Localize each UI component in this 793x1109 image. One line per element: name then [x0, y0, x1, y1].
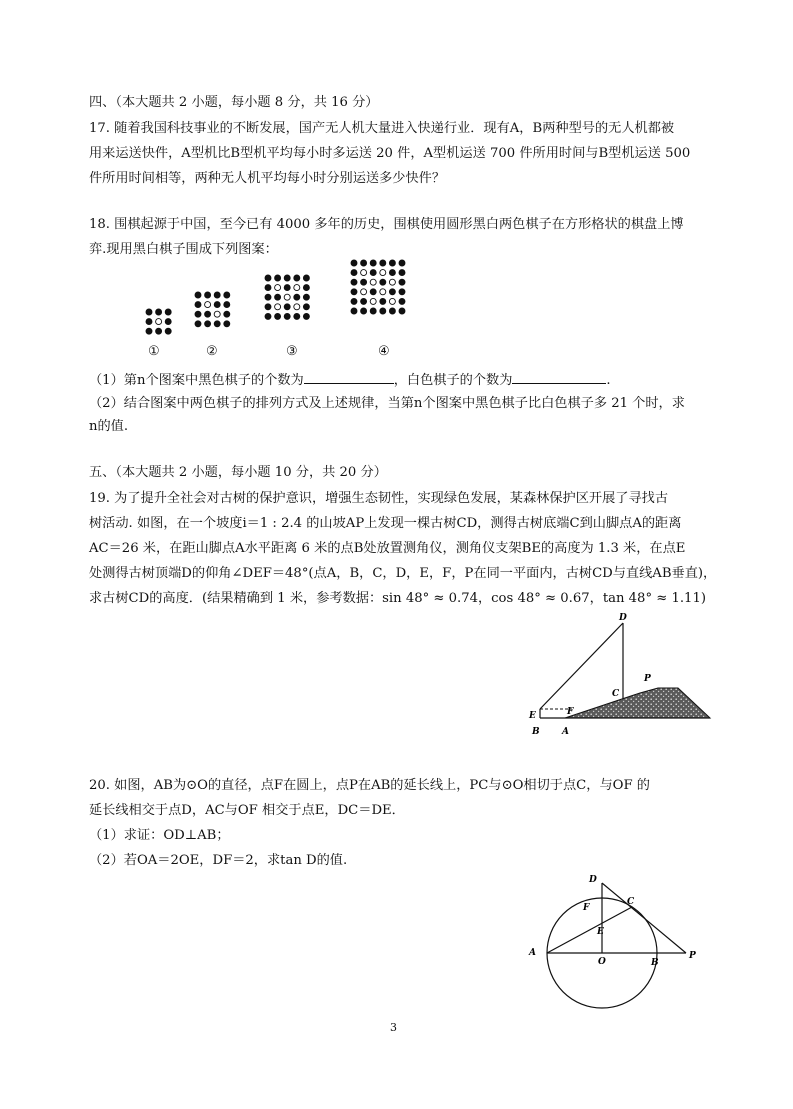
black-stone: [275, 313, 281, 319]
q20-line-1: 20. 如图，AB为⊙O的直径，点F在圆上，点P在AB的延长线上，PC与⊙O相切于点C，与OF 的: [89, 778, 650, 793]
fig20-label-e: E: [597, 927, 604, 937]
black-stone: [224, 302, 230, 308]
black-stone: [370, 289, 376, 295]
black-stone: [389, 308, 395, 314]
black-stone: [165, 319, 171, 325]
black-stone: [224, 321, 230, 327]
go-stone-patterns: [140, 255, 440, 340]
black-stone: [224, 292, 230, 298]
black-stone: [195, 321, 201, 327]
black-stone: [399, 298, 405, 304]
black-stone: [214, 292, 220, 298]
fig20-label-c: C: [627, 897, 635, 907]
black-stone: [205, 321, 211, 327]
black-stone: [351, 289, 357, 295]
page-number: 3: [390, 1021, 397, 1034]
fig19-label-p: P: [644, 674, 651, 684]
black-stone: [265, 294, 271, 300]
black-stone: [265, 313, 271, 319]
black-stone: [389, 289, 395, 295]
q20-part-1: （1）求证：OD⊥AB；: [89, 828, 230, 843]
answer-blank-black[interactable]: [304, 370, 394, 384]
q18-part-1: [89, 370, 611, 389]
white-stone: [361, 289, 367, 295]
black-stone: [265, 275, 271, 281]
white-stone: [156, 319, 162, 325]
q19-slope-figure: [520, 608, 720, 743]
black-stone: [361, 279, 367, 285]
fig20-label-f: F: [583, 903, 590, 913]
black-stone: [303, 275, 309, 281]
section-5-heading: 五、（本大题共 2 小题，每小题 10 分，共 20 分）: [89, 465, 387, 480]
fig19-label-e: E: [529, 711, 536, 721]
black-stone: [294, 275, 300, 281]
black-stone: [361, 260, 367, 266]
q19-line-5: 求古树CD的高度．(结果精确到 1 米，参考数据：sin 48° ≈ 0.74，cos 48° ≈ 0.67，tan 48° ≈ 1.11): [89, 591, 706, 606]
black-stone: [389, 260, 395, 266]
white-stone: [361, 270, 367, 276]
q19-line-3: AC＝26 米，在距山脚点A水平距离 6 米的点B处放置测角仪，测角仪支架BE的高度为 1.3 米，在点E: [89, 541, 686, 556]
black-stone: [195, 302, 201, 308]
black-stone: [399, 289, 405, 295]
black-stone: [389, 270, 395, 276]
black-stone: [294, 313, 300, 319]
black-stone: [275, 294, 281, 300]
q20-part-2: （2）若OA＝2OE，DF＝2，求tan D的值.: [89, 853, 348, 868]
black-stone: [361, 298, 367, 304]
black-stone: [195, 292, 201, 298]
q18-part-1-text-b: ，白色棋子的个数为: [393, 373, 513, 388]
white-stone: [370, 279, 376, 285]
black-stone: [214, 302, 220, 308]
tangent-dp: [602, 883, 686, 953]
white-stone: [380, 270, 386, 276]
black-stone: [370, 308, 376, 314]
black-stone: [351, 308, 357, 314]
q18-line-1: 18. 围棋起源于中国，至今已有 4000 多年的历史，围棋使用圆形黑白两色棋子在方形格状的棋盘上博: [89, 217, 684, 232]
q19-line-1: 19. 为了提升全社会对古树的保护意识，增强生态韧性，实现绿色发展，某森林保护区开展了寻找古: [89, 491, 669, 506]
white-stone: [389, 279, 395, 285]
white-stone: [370, 298, 376, 304]
white-stone: [205, 302, 211, 308]
fig20-label-o: O: [598, 957, 606, 967]
q18-line-2: 弈.现用黑白棋子围成下列图案：: [89, 242, 278, 257]
fig20-label-d: D: [589, 875, 597, 885]
section-4-heading: 四、（本大题共 2 小题，每小题 8 分，共 16 分）: [89, 95, 379, 110]
black-stone: [351, 279, 357, 285]
black-stone: [284, 275, 290, 281]
black-stone: [380, 260, 386, 266]
black-stone: [399, 270, 405, 276]
black-stone: [284, 285, 290, 291]
white-stone: [275, 304, 281, 310]
fig19-label-a: A: [562, 727, 569, 737]
white-stone: [380, 289, 386, 295]
pattern-label-1: ①: [148, 344, 160, 359]
black-stone: [380, 308, 386, 314]
black-stone: [146, 309, 152, 315]
fig19-label-f: F: [567, 707, 574, 717]
black-stone: [195, 311, 201, 317]
black-stone: [156, 328, 162, 334]
q18-part-2-line-2: n的值.: [89, 419, 129, 434]
black-stone: [146, 328, 152, 334]
q19-line-2: 树活动. 如图，在一个坡度i＝1 : 2.4 的山坡AP上发现一棵古树CD，测得古树底端C到山脚点A的距离: [89, 516, 682, 531]
fig20-label-a: A: [529, 948, 536, 958]
black-stone: [205, 292, 211, 298]
black-stone: [265, 285, 271, 291]
black-stone: [165, 309, 171, 315]
white-stone: [214, 311, 220, 317]
black-stone: [205, 311, 211, 317]
white-stone: [294, 285, 300, 291]
black-stone: [146, 319, 152, 325]
q17-line-1: 17. 随着我国科技事业的不断发展，国产无人机大量进入快递行业．现有A，B两种型号的无人机都被: [89, 121, 675, 136]
black-stone: [303, 294, 309, 300]
hill-slope: [565, 688, 710, 718]
chord-ac: [547, 907, 632, 953]
black-stone: [361, 308, 367, 314]
q20-circle-figure: [520, 866, 710, 1011]
black-stone: [303, 304, 309, 310]
q18-part-1-text-a: （1）第n个图案中黑色棋子的个数为: [89, 373, 304, 388]
black-stone: [275, 275, 281, 281]
pattern-2: [195, 292, 230, 327]
answer-blank-white[interactable]: [512, 370, 606, 384]
white-stone: [284, 294, 290, 300]
pattern-label-2: ②: [206, 344, 218, 359]
black-stone: [294, 294, 300, 300]
white-stone: [389, 298, 395, 304]
black-stone: [303, 313, 309, 319]
black-stone: [370, 260, 376, 266]
black-stone: [265, 304, 271, 310]
white-stone: [275, 285, 281, 291]
pattern-4: [351, 260, 405, 314]
black-stone: [370, 270, 376, 276]
q18-part-2-line-1: （2）结合图案中两色棋子的排列方式及上述规律，当第n个图案中黑色棋子比白色棋子多 21 个时，求: [89, 396, 685, 411]
fig19-label-b: B: [532, 727, 540, 737]
black-stone: [284, 304, 290, 310]
fig19-label-d: D: [619, 613, 627, 623]
black-stone: [351, 270, 357, 276]
q20-line-2: 延长线相交于点D，AC与OF 相交于点E，DC＝DE．: [89, 803, 405, 818]
fig19-label-c: C: [612, 689, 620, 699]
q17-line-3: 件所用时间相等，两种无人机平均每小时分别运送多少快件？: [89, 171, 446, 186]
black-stone: [399, 260, 405, 266]
pattern-label-4: ④: [378, 344, 390, 359]
black-stone: [399, 308, 405, 314]
sight-line-ed: [540, 623, 623, 709]
black-stone: [351, 260, 357, 266]
fig20-label-p: P: [689, 951, 696, 961]
pattern-1: [146, 309, 171, 334]
q19-line-4: 处测得古树顶端D的仰角∠DEF＝48°(点A，B，C，D，E，F，P在同一平面内，古树CD与直线AB垂直)，: [89, 566, 717, 581]
black-stone: [380, 279, 386, 285]
pattern-label-3: ③: [286, 344, 298, 359]
black-stone: [351, 298, 357, 304]
pattern-3: [265, 275, 309, 319]
black-stone: [303, 285, 309, 291]
black-stone: [156, 309, 162, 315]
black-stone: [380, 298, 386, 304]
black-stone: [224, 311, 230, 317]
black-stone: [165, 328, 171, 334]
q17-line-2: 用来运送快件，A型机比B型机平均每小时多运送 20 件，A型机运送 700 件所用时间与B型机运送 500: [89, 146, 691, 161]
q18-part-1-text-c: .: [606, 373, 611, 388]
black-stone: [284, 313, 290, 319]
white-stone: [294, 304, 300, 310]
black-stone: [399, 279, 405, 285]
fig20-label-b: B: [651, 958, 659, 968]
black-stone: [214, 321, 220, 327]
